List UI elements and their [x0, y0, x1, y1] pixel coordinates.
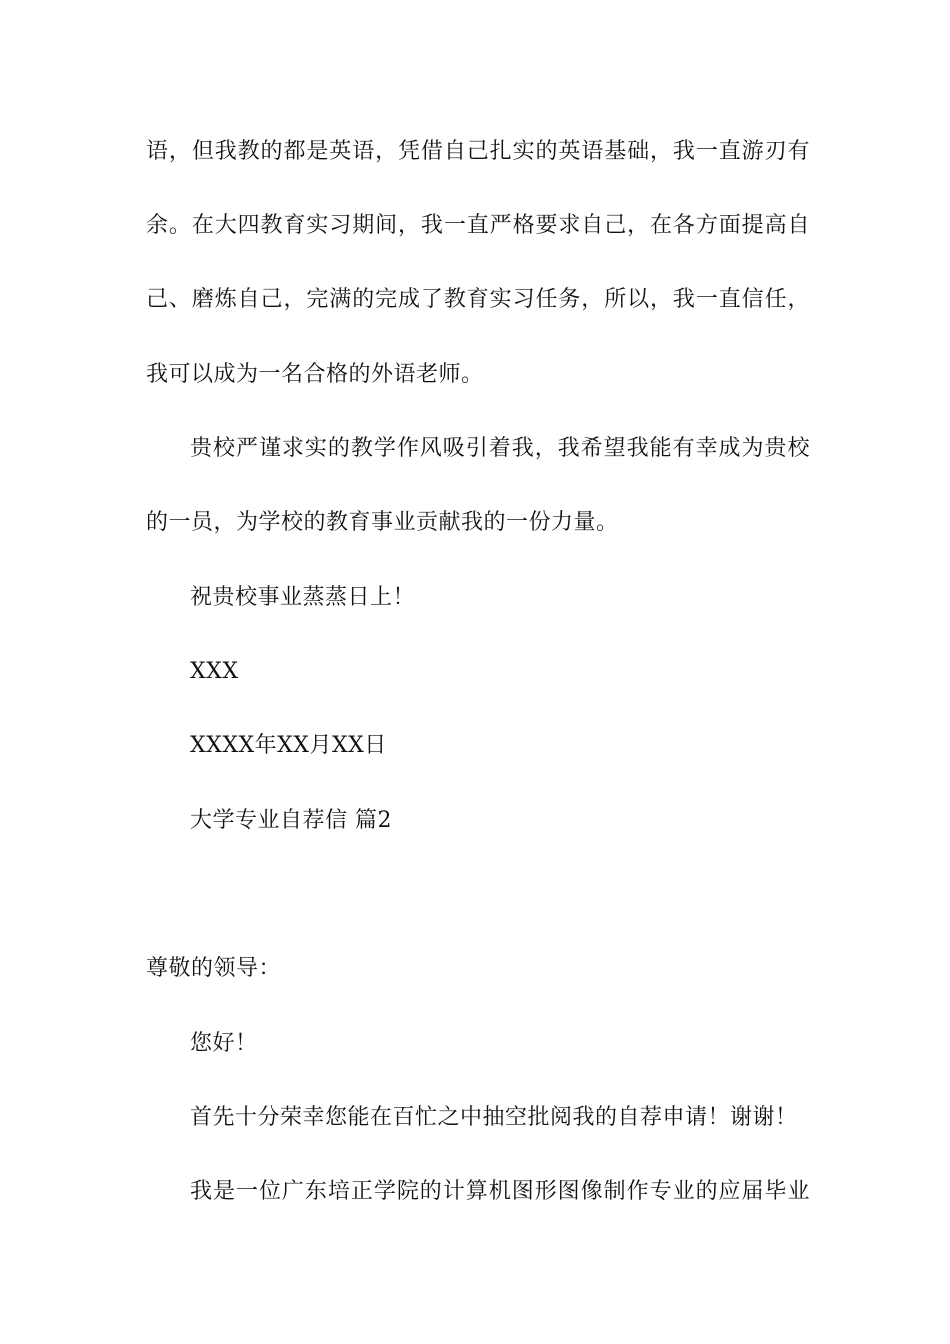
section-heading: 大学专业自荐信 篇2: [190, 808, 392, 833]
paragraph-line-4: 我可以成为一名合格的外语老师。: [146, 362, 484, 387]
paragraph-line-7: 首先十分荣幸您能在百忙之中抽空批阅我的自荐申请！谢谢！: [190, 1105, 798, 1130]
signature-date: XXXX年XX月XX日: [190, 733, 387, 758]
paragraph-line-6: 的一员，为学校的教育事业贡献我的一份力量。: [146, 510, 619, 535]
paragraph-line-2: 余。在大四教育实习期间，我一直严格要求自己，在各方面提高自: [146, 213, 810, 238]
greeting: 您好！: [190, 1031, 258, 1056]
paragraph-line-5: 贵校严谨求实的教学作风吸引着我，我希望我能有幸成为贵校: [190, 436, 810, 461]
signature-name: XXX: [190, 659, 239, 684]
closing-wish: 祝贵校事业蒸蒸日上！: [190, 585, 416, 610]
paragraph-line-1: 语，但我教的都是英语，凭借自己扎实的英语基础，我一直游刃有: [146, 139, 810, 164]
salutation: 尊敬的领导：: [146, 956, 282, 981]
paragraph-line-3: 己、磨炼自己，完满的完成了教育实习任务，所以，我一直信任，: [146, 287, 810, 312]
paragraph-line-8: 我是一位广东培正学院的计算机图形图像制作专业的应届毕业: [190, 1179, 810, 1204]
